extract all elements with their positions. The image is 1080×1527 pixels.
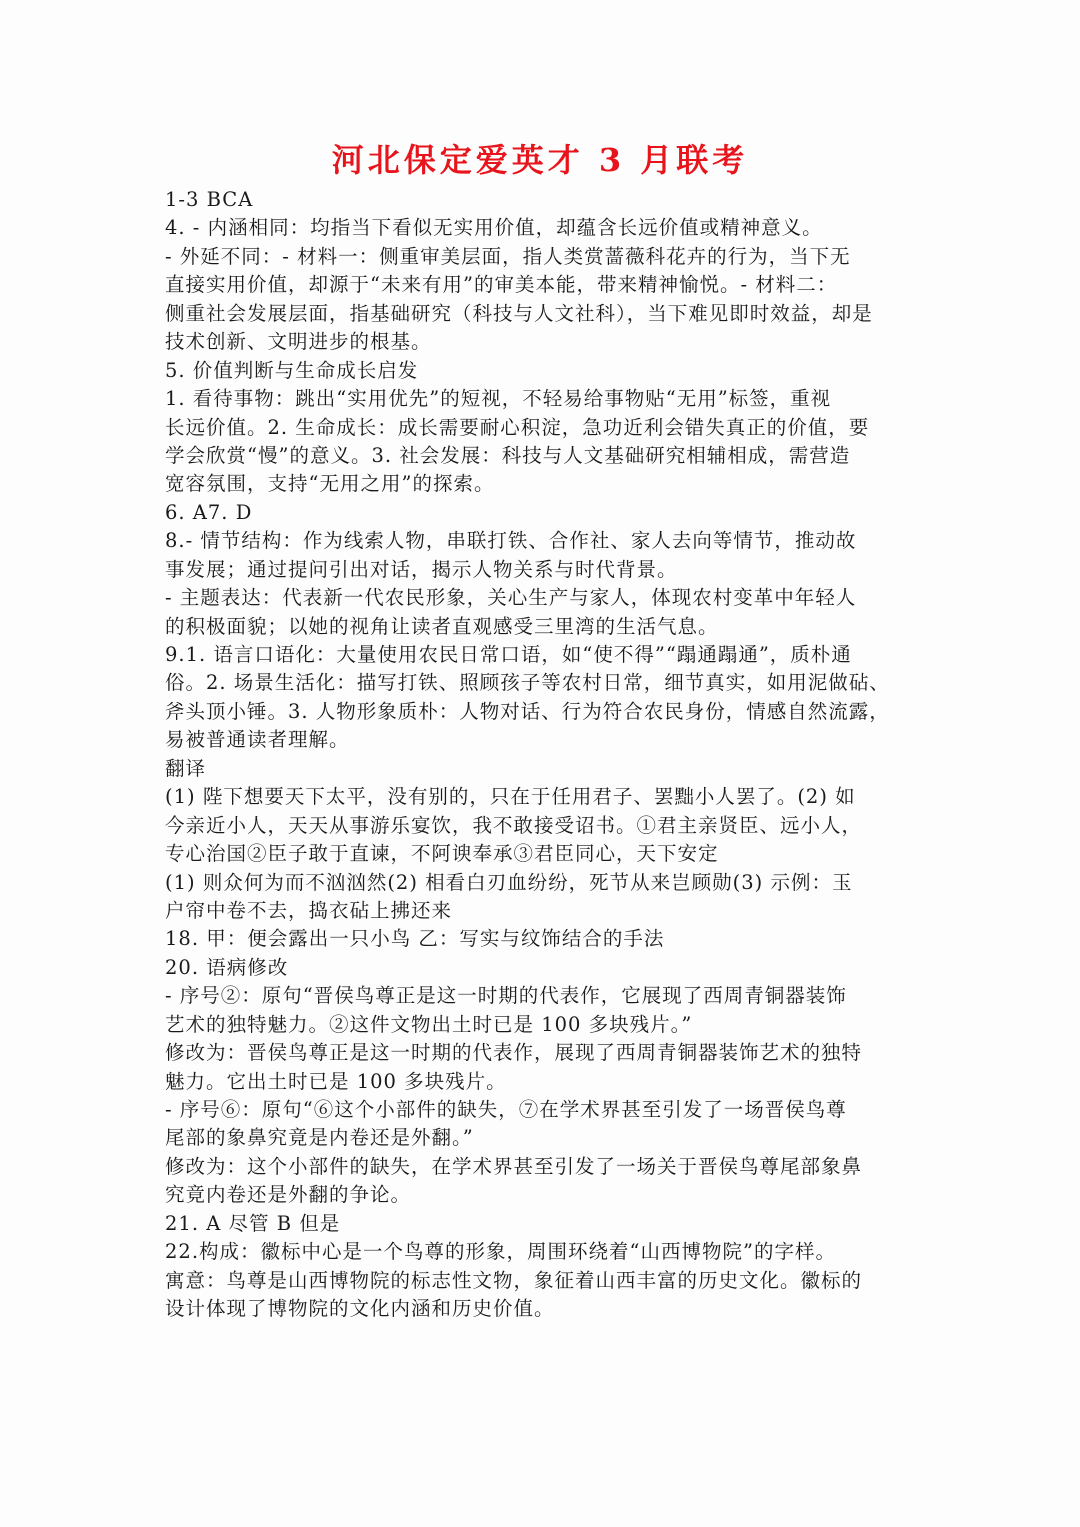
answer-line: (1) 则众何为而不汹汹然(2) 相看白刃血纷纷，死节从来岂顾勋(3) 示例：玉 <box>165 870 853 894</box>
answer-line: 究竟内卷还是外翻的争论。 <box>165 1183 412 1207</box>
answer-line: 侧重社会发展层面，指基础研究（科技与人文社科），当下难见即时效益，却是 <box>165 301 873 325</box>
answer-line: 修改为：这个小部件的缺失，在学术界甚至引发了一场关于晋侯鸟尊尾部象鼻 <box>165 1154 863 1178</box>
answer-line: 1. 看待事物：跳出“实用优先”的短视，不轻易给事物贴“无用”标签，重视 <box>165 387 832 411</box>
answer-line: 魅力。它出土时已是 100 多块残片。 <box>165 1069 507 1093</box>
answer-line: 宽容氛围，支持“无用之用”的探索。 <box>165 472 495 496</box>
answer-line: 斧头顶小锤。3. 人物形象质朴：人物对话、行为符合农民身份，情感自然流露， <box>165 699 890 723</box>
answer-line: 6. A7. D <box>165 500 253 524</box>
answer-line: 18. 甲：便会露出一只小鸟 乙：写实与纹饰结合的手法 <box>165 927 665 951</box>
answer-line: 直接实用价值，却源于“未来有用”的审美本能，带来精神愉悦。- 材料二： <box>165 273 838 297</box>
answer-line: 8.- 情节结构：作为线索人物，串联打铁、合作社、家人去向等情节，推动故 <box>165 529 857 553</box>
answer-line: - 序号②：原句“晋侯鸟尊正是这一时期的代表作，它展现了西周青铜器装饰 <box>165 984 847 1008</box>
answer-line: 22.构成：徽标中心是一个鸟尊的形象，周围环绕着“山西博物院”的字样。 <box>165 1240 836 1264</box>
answer-line: - 主题表达：代表新一代农民形象，关心生产与家人，体现农村变革中年轻人 <box>165 586 857 610</box>
answer-line: - 序号⑥：原句“⑥这个小部件的缺失，⑦在学术界甚至引发了一场晋侯鸟尊 <box>165 1098 847 1121</box>
answer-content <box>165 186 925 1324</box>
answer-line: 技术创新、文明进步的根基。 <box>165 330 432 354</box>
answer-line: 修改为：晋侯鸟尊正是这一时期的代表作，展现了西周青铜器装饰艺术的独特 <box>165 1041 863 1065</box>
answer-line: 1-3 BCA <box>165 188 254 211</box>
answer-line: 4. - 内涵相同：均指当下看似无实用价值，却蕴含长远价值或精神意义。 <box>165 216 823 240</box>
answer-line: 学会欣赏“慢”的意义。3. 社会发展：科技与人文基础研究相辅相成，需营造 <box>165 443 851 467</box>
answer-line: 专心治国②臣子敢于直谏，不阿谀奉承③君臣同心，天下安定 <box>165 842 719 866</box>
answer-line: - 外延不同：- 材料一：侧重审美层面，指人类赏蔷薇科花卉的行为，当下无 <box>165 244 851 268</box>
answer-line: (1) 陛下想要天下太平，没有别的，只在于任用君子、罢黜小人罢了。(2) 如 <box>165 785 856 809</box>
answer-line: 俗。2. 场景生活化：描写打铁、照顾孩子等农村日常，细节真实，如用泥做砧、 <box>165 671 890 695</box>
answer-line: 事发展；通过提问引出对话，揭示人物关系与时代背景。 <box>165 557 678 581</box>
answer-line: 设计体现了博物院的文化内涵和历史价值。 <box>165 1297 555 1321</box>
answer-line: 今亲近小人，天天从事游乐宴饮，我不敢接受诏书。①君主亲贤臣、远小人， <box>165 813 863 837</box>
answer-line: 长远价值。2. 生命成长：成长需要耐心积淀，急功近利会错失真正的价值，要 <box>165 415 870 439</box>
answer-line: 尾部的象鼻究竟是内卷还是外翻。” <box>165 1126 474 1150</box>
document-title: 河北保定爱英才 3 月联考 <box>331 141 749 179</box>
answer-line: 9.1. 语言口语化：大量使用农民日常口语，如“使不得”“蹋通蹋通”，质朴通 <box>165 643 852 666</box>
answer-line: 户帘中卷不去，捣衣砧上拂还来 <box>165 898 453 922</box>
answer-line: 21. A 尽管 B 但是 <box>165 1211 341 1235</box>
answer-line: 艺术的独特魅力。②这件文物出土时已是 100 多块残片。” <box>165 1012 693 1036</box>
answer-line: 20. 语病修改 <box>165 955 289 979</box>
answer-line: 寓意：鸟尊是山西博物院的标志性文物，象征着山西丰富的历史文化。徽标的 <box>165 1268 863 1292</box>
answer-line: 5. 价值判断与生命成长启发 <box>165 358 419 382</box>
answer-line: 的积极面貌；以她的视角让读者直观感受三里湾的生活气息。 <box>165 614 719 638</box>
answer-line: 翻译 <box>165 756 207 780</box>
answer-line: 易被普通读者理解。 <box>165 728 350 752</box>
